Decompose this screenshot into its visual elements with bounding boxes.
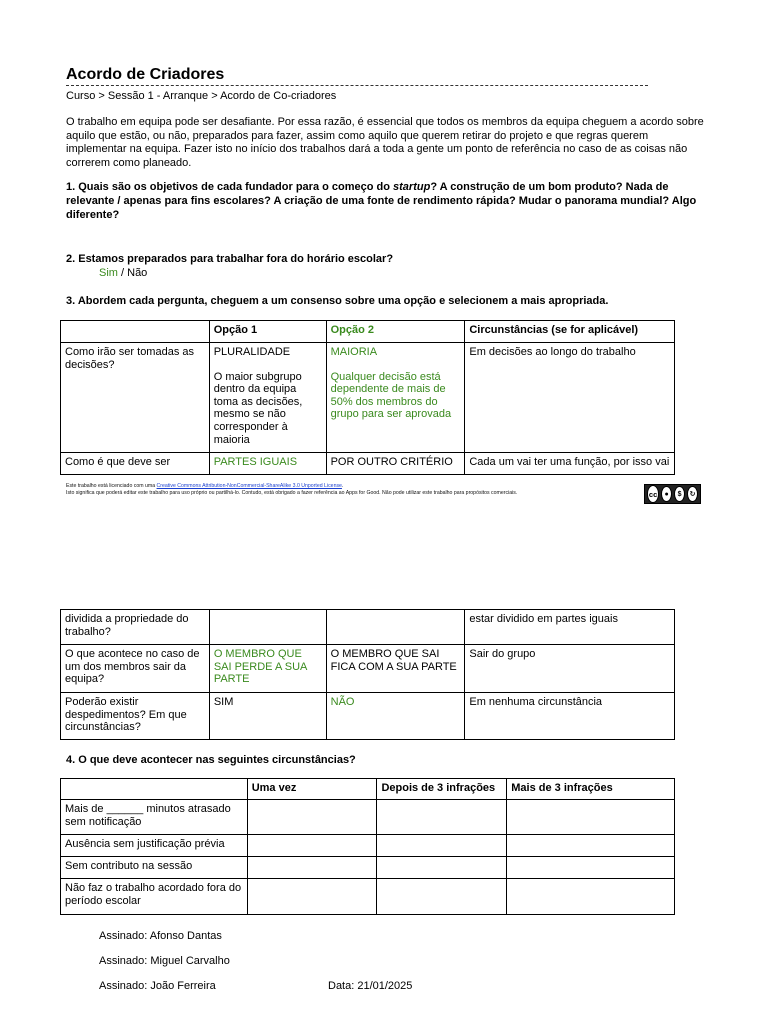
header-option-1: Opção 1 — [209, 321, 326, 343]
row-option-1: PARTES IGUAIS — [209, 453, 326, 475]
question-4: 4. O que deve acontecer nas seguintes circunstâncias? — [66, 754, 356, 766]
table-row — [61, 857, 675, 879]
infractions-table — [60, 778, 675, 915]
table-row — [61, 610, 675, 645]
infractions-header — [61, 779, 675, 800]
option-1-description: O maior subgrupo dentro da equipa toma as decisões, mesmo se não corresponder à maioria — [213, 370, 303, 446]
row-circumstances: Em nenhuma circunstância — [465, 693, 675, 740]
answer-2-yes: Sim — [99, 267, 118, 279]
header-once: Uma vez — [247, 779, 377, 800]
infraction-label: Ausência sem justificação prévia — [61, 835, 248, 857]
signature-2: Assinado: Miguel Carvalho — [99, 955, 230, 967]
answer-2-no: Não — [127, 267, 148, 279]
option-2-title: MAIORIA — [330, 346, 378, 358]
row-question: Como é que deve ser — [61, 453, 210, 475]
answer-2-separator: / — [117, 267, 128, 279]
question-1-text-a: 1. Quais são os objetivos de cada fundador para o começo do — [66, 181, 394, 193]
options-table-header — [61, 321, 675, 343]
cell-once[interactable] — [247, 879, 377, 915]
license-suffix: . — [341, 483, 344, 489]
table-row — [61, 835, 675, 857]
cell-more-than-3[interactable] — [507, 879, 675, 915]
row-question: Poderão existir despedimentos? Em que circunstâncias? — [61, 693, 210, 740]
row-option-2 — [326, 343, 465, 453]
options-table-bottom — [60, 609, 675, 740]
row-option-1-empty — [209, 610, 326, 645]
row-option-1: SIM — [209, 693, 326, 740]
table-row — [61, 800, 675, 835]
row-question: Como irão ser tomadas as decisões? — [61, 343, 210, 453]
row-circumstances: Cada um vai ter uma função, por isso vai — [465, 453, 675, 475]
question-3: 3. Abordem cada pergunta, cheguem a um consenso sobre uma opção e selecionem a mais apropriada. — [66, 295, 609, 307]
row-question: O que acontece no caso de um dos membros sair da equipa? — [61, 645, 210, 693]
header-option-2: Opção 2 — [326, 321, 465, 343]
table-row — [61, 453, 675, 475]
row-option-1: O MEMBRO QUE SAI PERDE A SUA PARTE — [209, 645, 326, 693]
options-table-top — [60, 320, 675, 475]
table-row — [61, 343, 675, 453]
cell-after-3[interactable] — [377, 857, 507, 879]
row-option-1 — [209, 343, 326, 453]
row-circumstances: Sair do grupo — [465, 645, 675, 693]
signature-3: Assinado: João Ferreira — [99, 980, 216, 992]
signature-date: Data: 21/01/2025 — [328, 980, 413, 992]
row-question: dividida a propriedade do trabalho? — [61, 610, 210, 645]
attribution-icon: ● — [661, 486, 672, 502]
header-after-3: Depois de 3 infrações — [377, 779, 507, 800]
intro-paragraph: O trabalho em equipa pode ser desafiante. Por essa razão, é essencial que todos os membros da equipa cheguem a acordo sobre aquilo que estão, ou não, preparados para fazer, assim como aquilo que querem retirar do projeto e que regras querem implementar na equipa. Fazer isto no início dos trabalhos dará a toda a gente um ponto de referência no caso de as coisas não correrem como planeado. — [66, 116, 704, 169]
cell-after-3[interactable] — [377, 879, 507, 915]
row-circumstances: Em decisões ao longo do trabalho — [465, 343, 675, 453]
row-option-2: POR OUTRO CRITÉRIO — [326, 453, 465, 475]
row-option-2-empty — [326, 610, 465, 645]
license-text — [66, 483, 636, 497]
question-2: 2. Estamos preparados para trabalhar fora do horário escolar? — [66, 253, 394, 265]
cell-once[interactable] — [247, 800, 377, 835]
cell-after-3[interactable] — [377, 835, 507, 857]
row-option-2: NÃO — [326, 693, 465, 740]
header-empty — [61, 321, 210, 343]
license-link[interactable]: Creative Commons Attribution-NonCommercial-ShareAlike 3.0 Unported License — [156, 483, 342, 489]
row-option-2: O MEMBRO QUE SAI FICA COM A SUA PARTE — [326, 645, 465, 693]
option-1-title: PLURALIDADE — [213, 346, 291, 358]
breadcrumb: Curso > Sessão 1 - Arranque > Acordo de Co-criadores — [66, 90, 337, 102]
question-1-text-b: ? A construção de um bom produto? Nada de relevante / apenas para fins escolares? A criação de uma fonte de rendimento rápida? Mudar o panorama mundial? Algo diferente? — [66, 181, 697, 221]
row-circumstances: estar dividido em partes iguais — [465, 610, 675, 645]
header-more-than-3: Mais de 3 infrações — [507, 779, 675, 800]
header-empty — [61, 779, 248, 800]
infraction-label: Não faz o trabalho acordado fora do período escolar — [61, 879, 248, 915]
infraction-label: Mais de ______ minutos atrasado sem notificação — [61, 800, 248, 835]
cell-more-than-3[interactable] — [507, 857, 675, 879]
cell-more-than-3[interactable] — [507, 835, 675, 857]
cell-after-3[interactable] — [377, 800, 507, 835]
license-prefix: Este trabalho está licenciado com uma — [66, 483, 157, 489]
option-2-description: Qualquer decisão está dependente de mais de 50% dos membros do grupo para ser aprovada — [330, 370, 452, 421]
header-circumstances: Circunstâncias (se for aplicável) — [465, 321, 675, 343]
signature-1: Assinado: Afonso Dantas — [99, 930, 222, 942]
infraction-label: Sem contributo na sessão — [61, 857, 248, 879]
cc-icon: cc — [647, 485, 659, 503]
table-row — [61, 879, 675, 915]
cell-once[interactable] — [247, 835, 377, 857]
page-title: Acordo de Criadores — [66, 66, 648, 86]
table-row — [61, 645, 675, 693]
cell-once[interactable] — [247, 857, 377, 879]
table-row — [61, 693, 675, 740]
noncommercial-icon: $ — [674, 486, 685, 502]
question-1 — [66, 180, 706, 222]
sharealike-icon: ↻ — [687, 486, 698, 502]
license-terms: Isto significa que poderá editar este trabalho para uso próprio ou partilhá-lo. Contudo, está obrigado a fazer referência ao Apps for Good. Não pode utilizar este trabalho para propósitos comerciais. — [66, 490, 518, 496]
question-1-italic: startup — [393, 181, 431, 193]
cell-more-than-3[interactable] — [507, 800, 675, 835]
answer-2 — [99, 267, 147, 281]
cc-license-badge[interactable] — [644, 484, 701, 504]
